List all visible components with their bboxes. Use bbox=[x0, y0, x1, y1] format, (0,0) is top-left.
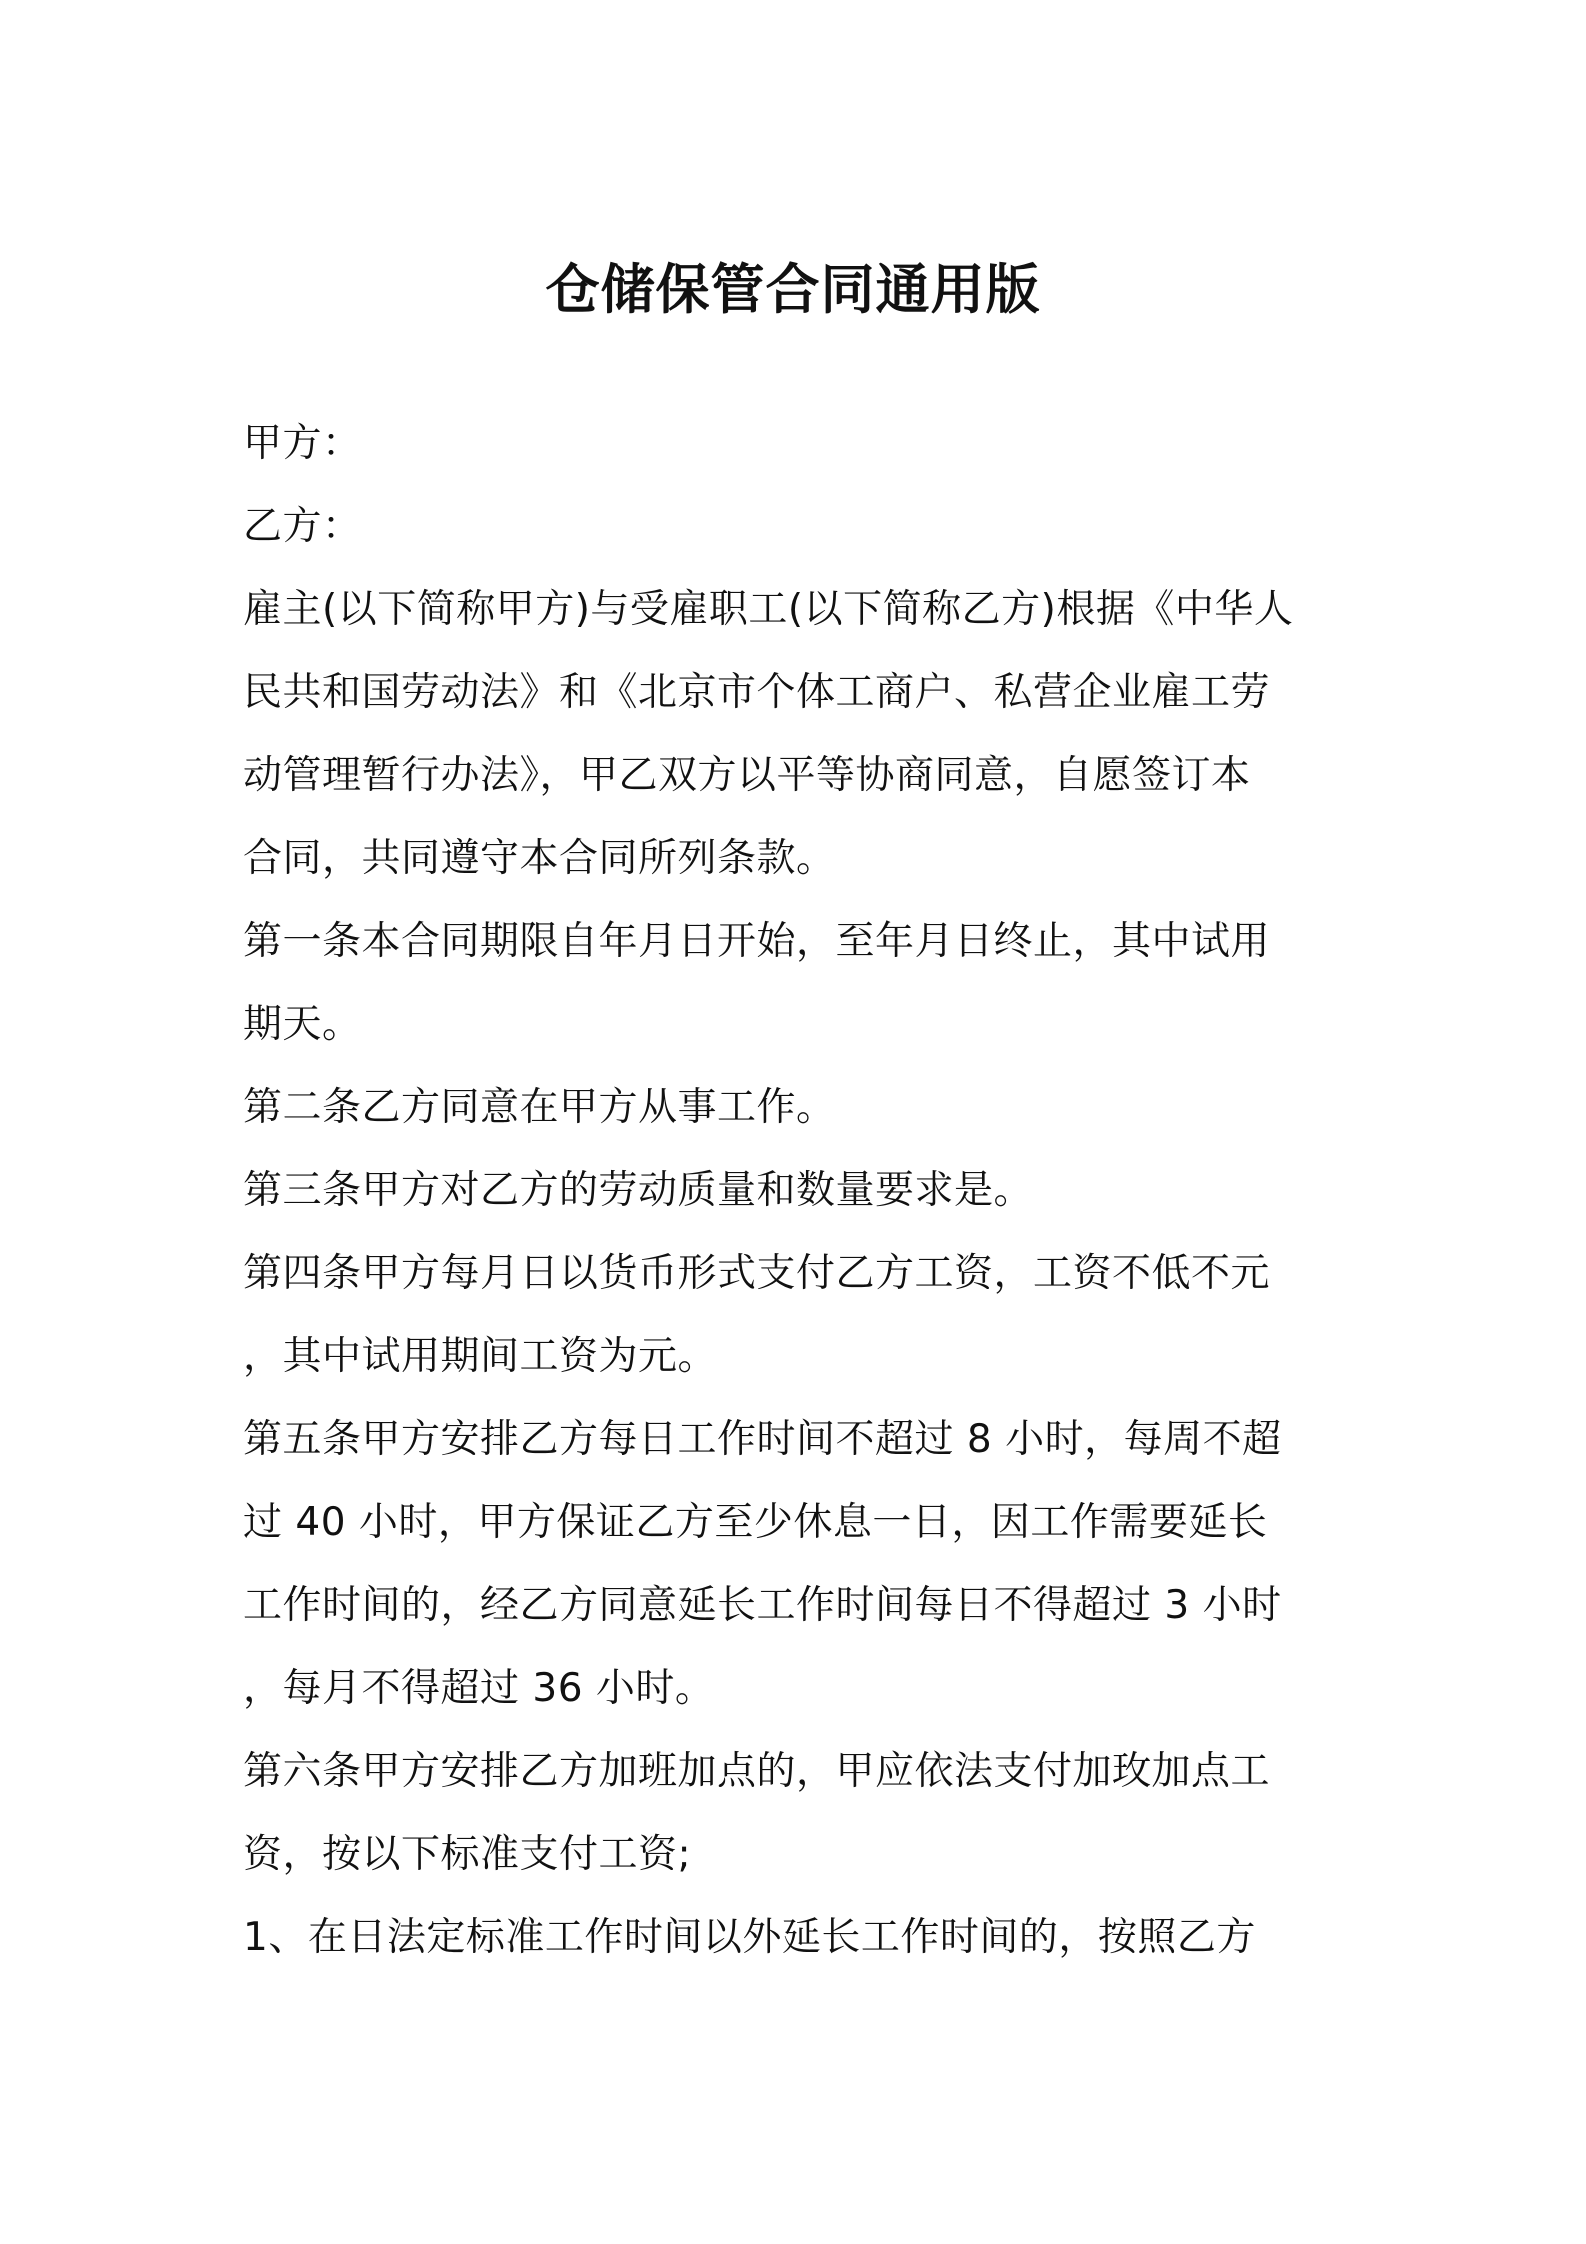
text-line: 民共和国劳动法》和《北京市个体工商户、私营企业雇工劳 bbox=[243, 670, 1271, 715]
text-line: 乙方： bbox=[243, 504, 362, 549]
text-line: 第三条甲方对乙方的劳动质量和数量要求是。 bbox=[243, 1168, 1034, 1213]
text-line: 第四条甲方每月日以货币形式支付乙方工资，工资不低不元 bbox=[243, 1251, 1271, 1296]
text-line: 第一条本合同期限自年月日开始，至年月日终止，其中试用 bbox=[243, 919, 1271, 964]
text-line: ，其中试用期间工资为元。 bbox=[243, 1334, 718, 1379]
text-line: 过 40 小时，甲方保证乙方至少休息一日，因工作需要延长 bbox=[243, 1500, 1268, 1545]
text-line: ，每月不得超过 36 小时。 bbox=[243, 1666, 715, 1711]
text-line: 期天。 bbox=[243, 1002, 362, 1047]
text-line: 雇主(以下简称甲方)与受雇职工(以下简称乙方)根据《中华人 bbox=[243, 587, 1294, 632]
document-body bbox=[243, 402, 1353, 1979]
text-line: 工作时间的，经乙方同意延长工作时间每日不得超过 3 小时 bbox=[243, 1583, 1282, 1628]
text-line: 第六条甲方安排乙方加班加点的，甲应依法支付加玫加点工 bbox=[243, 1749, 1271, 1794]
text-line: 第二条乙方同意在甲方从事工作。 bbox=[243, 1085, 836, 1130]
text-line: 合同，共同遵守本合同所列条款。 bbox=[243, 836, 836, 881]
text-line: 甲方： bbox=[243, 421, 362, 466]
text-line: 1、在日法定标准工作时间以外延长工作时间的，按照乙方 bbox=[243, 1915, 1256, 1960]
document-title: 仓储保管合同通用版 bbox=[545, 258, 1041, 321]
text-line: 第五条甲方安排乙方每日工作时间不超过 8 小时，每周不超 bbox=[243, 1417, 1282, 1462]
text-line: 资，按以下标准支付工资; bbox=[243, 1832, 692, 1877]
text-line: 动管理暂行办法》，甲乙双方以平等协商同意，自愿签订本 bbox=[243, 753, 1251, 798]
